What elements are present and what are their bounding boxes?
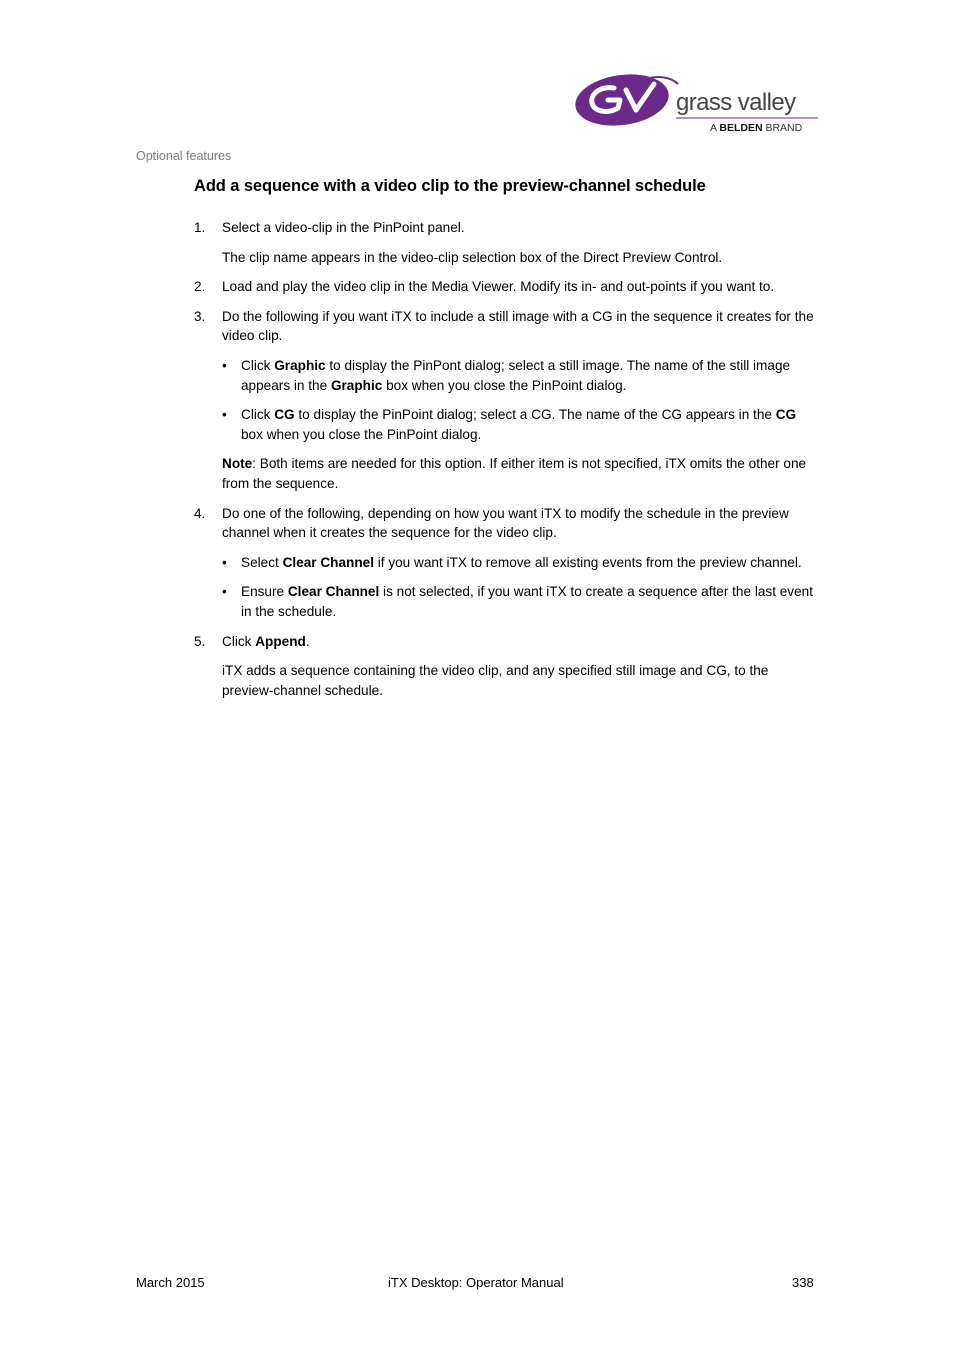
step-text: Click Append. — [222, 633, 310, 649]
logo-swoosh-shape — [574, 70, 672, 131]
ui-term: Clear Channel — [282, 554, 374, 570]
step-number: 4. — [194, 505, 206, 521]
procedure-steps — [194, 218, 820, 700]
footer-date: March 2015 — [136, 1275, 205, 1290]
ui-term: Graphic — [274, 357, 326, 373]
footer-page-number: 338 — [792, 1275, 814, 1290]
step-1 — [194, 218, 820, 267]
step-number: 3. — [194, 308, 206, 324]
ui-term: Clear Channel — [287, 584, 380, 600]
bullet-icon: • — [222, 357, 227, 373]
bullet-item — [222, 405, 820, 444]
grass-valley-logo-graphic — [574, 70, 822, 136]
logo-tagline: A BELDEN BRAND — [710, 122, 803, 134]
bullet-icon: • — [222, 584, 227, 600]
step-3 — [194, 307, 820, 494]
step-result: The clip name appears in the video-clip selection box of the Direct Preview Control. — [222, 249, 723, 265]
section-label: Optional features — [136, 149, 232, 163]
step-result: iTX adds a sequence containing the video clip, and any specified still image and CG, to the preview-channel schedule. — [222, 663, 769, 698]
step-text: Select a video-clip in the PinPoint panel. — [222, 220, 465, 235]
logo-brand-name: grass valley — [676, 89, 796, 116]
step-5 — [194, 632, 820, 701]
grass-valley-logo — [574, 70, 822, 136]
bullet-item — [222, 582, 820, 621]
bullet-icon: • — [222, 554, 227, 570]
ui-term: Graphic — [330, 377, 383, 393]
step-text: Load and play the video clip in the Media Viewer. Modify its in- and out-points if you want to. — [222, 279, 775, 295]
step-note: Note: Both items are needed for this option. If either item is not specified, iTX omits the other one from the sequence. — [222, 456, 807, 491]
ui-term: CG — [775, 407, 797, 423]
bullet-text: Click Graphic to display the PinPont dialog; select a still image. The name of the still image appears in the Graphic box when you close the PinPoint dialog. — [241, 357, 791, 393]
ui-term: Append — [255, 633, 306, 649]
bullet-text: Select Clear Channel if you want iTX to remove all existing events from the preview channel. — [241, 554, 802, 570]
bullet-text: Click CG to display the PinPoint dialog; select a CG. The name of the CG appears in the CG box when you close the PinPoint dialog. — [241, 407, 797, 442]
bullet-item — [222, 553, 820, 573]
step-text: Do one of the following, depending on how you want iTX to modify the schedule in the preview channel when it creates the sequence for the video clip. — [222, 505, 789, 541]
step-number: 5. — [194, 633, 206, 649]
bullet-icon: • — [222, 407, 227, 423]
step-4 — [194, 504, 820, 622]
step-number: 1. — [194, 220, 206, 235]
note-label: Note — [222, 456, 253, 472]
page-heading: Add a sequence with a video clip to the preview-channel schedule — [194, 177, 706, 195]
bullet-text: Ensure Clear Channel is not selected, if you want iTX to create a sequence after the last event in the schedule. — [241, 584, 813, 619]
step-text: Do the following if you want iTX to include a still image with a CG in the sequence it creates for the video clip. — [222, 308, 814, 344]
step-number: 2. — [194, 279, 206, 295]
step-2 — [194, 277, 820, 297]
bullet-item — [222, 356, 820, 395]
ui-term: CG — [274, 407, 295, 423]
footer-title: iTX Desktop: Operator Manual — [388, 1275, 564, 1290]
